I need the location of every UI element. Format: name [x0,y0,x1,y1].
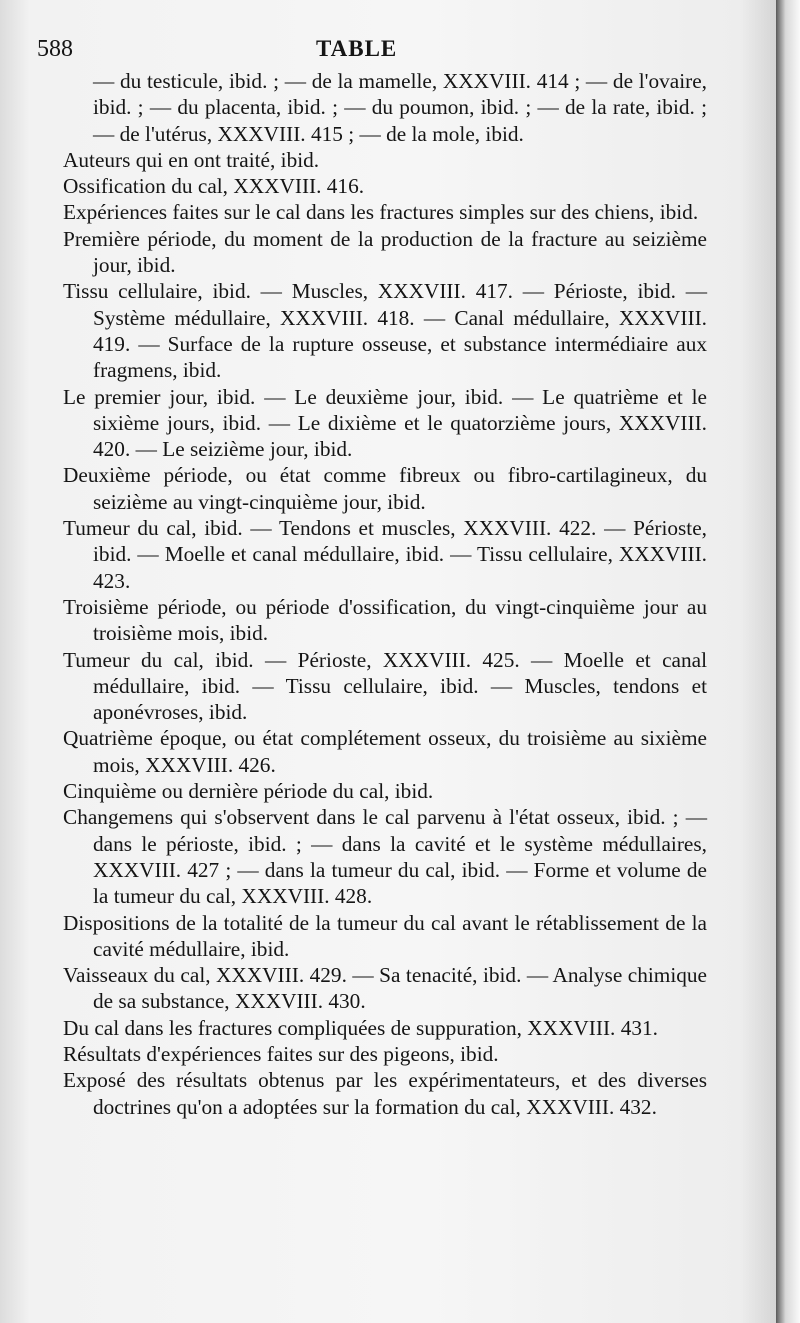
index-entry: Première période, du moment de la production de la fracture au seizième jour, ibid. [63,226,707,278]
index-entry: Quatrième époque, ou état complétement osseux, du troisième au sixième mois, XXXVIII. 426. [63,726,707,777]
index-entry: Exposé des résultats obtenus par les expérimentateurs, et des diverses doctrines qu'on a adoptées sur la formation du cal, XXXVIII. 432. [63,1068,707,1119]
index-entry: Deuxième période, ou état comme fibreux ou fibro-cartilagineux, du seizième au vingt-cinquième jour, ibid. [63,463,707,514]
index-entry: Changemens qui s'observent dans le cal parvenu à l'état osseux, ibid. ; — dans le périoste, ibid. ; — dans la cavité et le système médullaires, XXXVIII. 427 ; — dans la tumeur du cal, ibid. — Forme et volume de la tumeur du cal, XXXVIII. 428. [63,805,707,909]
index-entry: Tumeur du cal, ibid. — Périoste, XXXVIII. 425. — Moelle et canal médullaire, ibid. — Tissu cellulaire, ibid. — Muscles, tendons et aponévroses, ibid. [63,647,707,725]
index-entry: Du cal dans les fractures compliquées de suppuration, XXXVIII. 431. [63,1015,658,1040]
index-entry: Auteurs qui en ont traité, ibid. [63,147,320,172]
index-entry: Ossification du cal, XXXVIII. 416. [63,174,365,199]
index-entry: Troisième période, ou période d'ossification, du vingt-cinquième jour au troisième mois, ibid. [63,594,707,646]
index-entry: Tumeur du cal, ibid. — Tendons et muscles, XXXVIII. 422. — Périoste, ibid. — Moelle et canal médullaire, ibid. — Tissu cellulaire, XXXVIII. 423. [63,516,707,593]
page-title: TABLE [316,36,398,61]
index-entry: Tissu cellulaire, ibid. — Muscles, XXXVIII. 417. — Périoste, ibid. — Système médullaire, XXXVIII. 418. — Canal médullaire, XXXVIII. 419. — Surface de la rupture osseuse, et substance intermédiaire aux fragmens, ibid. [63,279,707,383]
index-entry: Dispositions de la totalité de la tumeur du cal avant le rétablissement de la cavité médullaire, ibid. [63,910,707,961]
page-number: 588 [37,36,73,62]
index-entry: Le premier jour, ibid. — Le deuxième jour, ibid. — Le quatrième et le sixième jours, ibid. — Le dixième et le quatorzième jours, XXXVIII. 420. — Le seizième jour, ibid. [63,384,707,462]
index-entry: Vaisseaux du cal, XXXVIII. 429. — Sa tenacité, ibid. — Analyse chimique de sa substance, XXXVIII. 430. [63,963,707,1014]
index-entry: Résultats d'expériences faites sur des pigeons, ibid. [63,1041,499,1066]
index-entry: Cinquième ou dernière période du cal, ibid. [63,779,434,804]
index-entry: — du testicule, ibid. ; — de la mamelle, XXXVIII. 414 ; — de l'ovaire, ibid. ; — du placenta, ibid. ; — du poumon, ibid. ; — de la rate, ibid. ; — de l'utérus, XXXVIII. 415 ; — de la mole, ibid. [93,69,707,146]
index-entry: Expériences faites sur le cal dans les fractures simples sur des chiens, ibid. [63,200,699,225]
index-entries [0,68,800,1120]
